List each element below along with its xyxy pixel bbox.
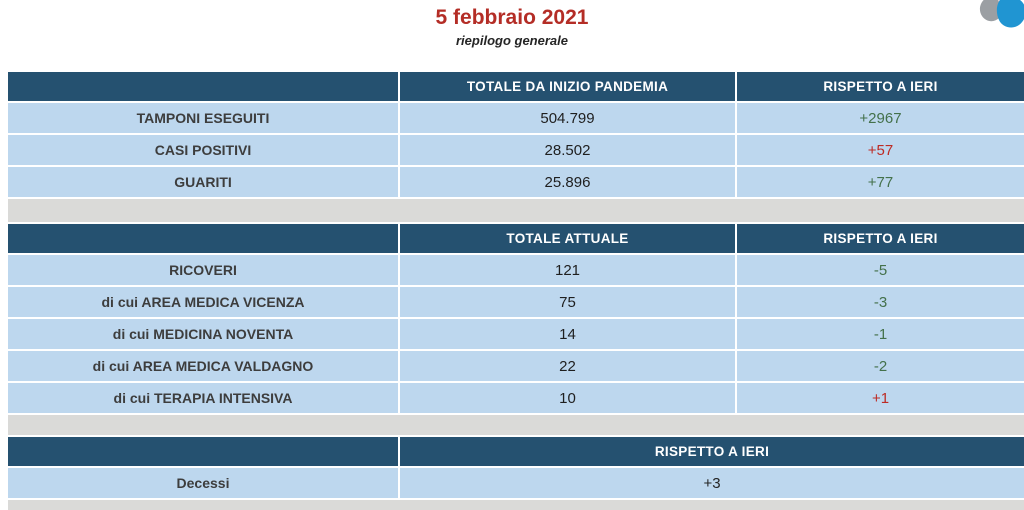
table-row xyxy=(8,135,1024,165)
header-rispetto-a-ieri: RISPETTO A IERI xyxy=(737,72,1024,101)
row-delta: +3 xyxy=(400,468,1024,498)
row-label: RICOVERI xyxy=(8,255,398,285)
section-divider xyxy=(8,415,1024,435)
row-value: 75 xyxy=(400,287,735,317)
table-decessi xyxy=(8,437,1024,498)
table-row xyxy=(8,255,1024,285)
row-value: 121 xyxy=(400,255,735,285)
row-label: CASI POSITIVI xyxy=(8,135,398,165)
row-delta: +2967 xyxy=(737,103,1024,133)
row-delta: +77 xyxy=(737,167,1024,197)
report-tables xyxy=(8,72,1024,510)
row-label: TAMPONI ESEGUITI xyxy=(8,103,398,133)
table-header-row xyxy=(8,437,1024,466)
table-row xyxy=(8,103,1024,133)
header-totale-attuale: TOTALE ATTUALE xyxy=(400,224,735,253)
map-fragment-icon xyxy=(964,0,1024,38)
header-empty-cell xyxy=(8,224,398,253)
table-header-row xyxy=(8,72,1024,101)
row-delta: -2 xyxy=(737,351,1024,381)
report-subtitle: riepilogo generale xyxy=(0,32,1024,50)
table-row xyxy=(8,287,1024,317)
row-value: 504.799 xyxy=(400,103,735,133)
row-label: di cui AREA MEDICA VICENZA xyxy=(8,287,398,317)
table-body xyxy=(8,103,1024,197)
report-title: 5 febbraio 2021 xyxy=(0,5,1024,31)
row-value: 14 xyxy=(400,319,735,349)
row-label: Decessi xyxy=(8,468,398,498)
row-delta: +57 xyxy=(737,135,1024,165)
row-value: 28.502 xyxy=(400,135,735,165)
table-body xyxy=(8,255,1024,413)
header-rispetto-a-ieri: RISPETTO A IERI xyxy=(737,224,1024,253)
row-delta: -5 xyxy=(737,255,1024,285)
table-row xyxy=(8,319,1024,349)
table-header-row xyxy=(8,224,1024,253)
row-label: GUARITI xyxy=(8,167,398,197)
table-row xyxy=(8,468,1024,498)
row-delta: -1 xyxy=(737,319,1024,349)
table-row xyxy=(8,383,1024,413)
row-value: 22 xyxy=(400,351,735,381)
table-totali-pandemia xyxy=(8,72,1024,197)
row-delta: +1 xyxy=(737,383,1024,413)
row-label: di cui AREA MEDICA VALDAGNO xyxy=(8,351,398,381)
row-label: di cui TERAPIA INTENSIVA xyxy=(8,383,398,413)
header-empty-cell xyxy=(8,72,398,101)
report-header xyxy=(0,0,1024,72)
section-divider xyxy=(8,199,1024,222)
row-value: 25.896 xyxy=(400,167,735,197)
row-delta: -3 xyxy=(737,287,1024,317)
table-row xyxy=(8,167,1024,197)
header-totale-da-inizio-pandemia: TOTALE DA INIZIO PANDEMIA xyxy=(400,72,735,101)
row-value: 10 xyxy=(400,383,735,413)
header-empty-cell xyxy=(8,437,398,466)
table-row xyxy=(8,351,1024,381)
table-totale-attuale xyxy=(8,224,1024,413)
section-divider xyxy=(8,500,1024,510)
header-rispetto-a-ieri: RISPETTO A IERI xyxy=(400,437,1024,466)
row-label: di cui MEDICINA NOVENTA xyxy=(8,319,398,349)
